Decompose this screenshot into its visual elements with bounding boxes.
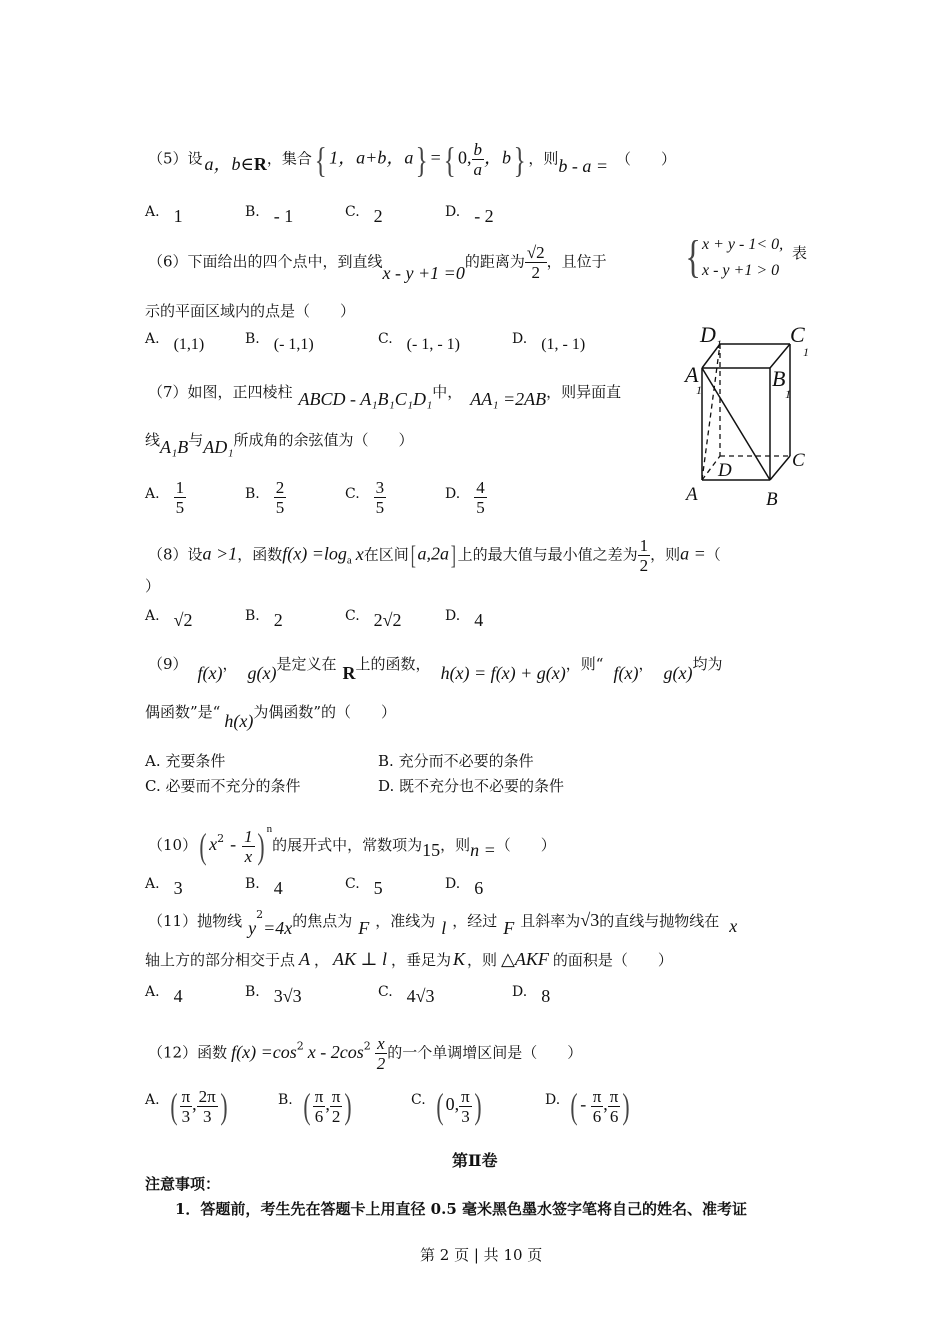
q5-brace-l2: { — [443, 139, 456, 180]
label-C1: C — [790, 322, 805, 347]
q5-paren: （ ） — [615, 149, 676, 168]
q5-brace-l: { — [314, 139, 327, 180]
q5-eq: = — [430, 147, 441, 168]
q6-tail: 表 — [792, 244, 808, 262]
q8-option-b: B. 2 — [245, 608, 283, 630]
q7-line1 — [148, 380, 622, 409]
q6-line2: 示的平面区域内的点是（ ） — [145, 302, 356, 320]
q7-line2: 线A₁B与AD₁所成角的余弦值为（ ） — [145, 431, 414, 457]
part2-item1: 1．答题前，考生先在答题卡上用直径 0.5 毫米黑色墨水签字笔将自己的姓名、准考证 — [175, 1200, 747, 1218]
q10-option-a: A. 3 — [145, 876, 183, 898]
q6-option-a: A. (1,1) — [145, 331, 205, 353]
label-B1: B — [772, 366, 786, 391]
q5-brace-r2: } — [513, 139, 526, 180]
q6-dist: 的距离为 — [464, 252, 525, 271]
q5-then: ，则 — [528, 149, 559, 168]
q10-option-c: C. 5 — [345, 876, 383, 898]
svg-text:1: 1 — [803, 345, 809, 359]
q9-option-a: A. 充要条件 — [145, 752, 226, 770]
q7-tail: ，则异面直 — [546, 383, 622, 401]
q12-option-a: A. ( $\frac{\pi}{3}$ , $\frac{2\pi}{3}$ ) — [145, 1086, 228, 1126]
q11-F: F — [358, 918, 370, 938]
q7-label: （7）如图，正四棱柱 — [148, 383, 293, 401]
svg-text:1: 1 — [696, 383, 702, 397]
q11-parab: y — [248, 918, 257, 938]
q5-label: （5）设 — [148, 149, 203, 168]
q11-line2: 轴上方的部分相交于点 A ， AK ⊥ l ，垂足为 K ，则 △AKF 的面积是（ ） — [145, 949, 673, 969]
q6-system-brace: { — [685, 231, 701, 282]
q7-seg1: A₁B — [160, 437, 189, 457]
q7-cond: AA₁ =2AB — [470, 389, 547, 409]
q6-label: （6）下面给出的四个点中，到直线 — [148, 252, 383, 271]
q9-h2: h(x) — [224, 711, 254, 731]
q5-R: R — [253, 153, 267, 174]
q9-f2: f(x) — [613, 663, 639, 683]
q6-line1 — [148, 243, 607, 282]
q8-option-a: A. √2 — [145, 608, 193, 630]
q10-option-d: D. 6 — [445, 876, 484, 898]
q5-set1: 1，a+b，a — [329, 147, 414, 168]
q9-line1: （9） f(x)， g(x)是定义在 R上的函数， h(x) = f(x) + g(x)，则“ f(x)， g(x)均为 — [148, 655, 723, 683]
q11-line1: （11）抛物线 $y^2=4x$的焦点为 F ，准线为 l ，经过 F 且斜率为√3的直线与抛物线在 x — [148, 908, 738, 938]
q12-option-d: D. ( - $\frac{\pi}{6}$ , $\frac{\pi}{6}$ ) — [545, 1086, 630, 1126]
q6-option-c: C. (- 1, - 1) — [378, 331, 460, 353]
q6-option-d: D. (1, - 1) — [512, 331, 586, 353]
q11-sqrt3: √3 — [580, 910, 600, 930]
q5-set2a: 0, — [458, 147, 472, 168]
q11-perp: AK ⊥ l — [333, 949, 387, 969]
q7-seg2: AD₁ — [203, 437, 234, 457]
q6-line-eq: x - y +1 =0 — [382, 262, 465, 283]
label-D: D — [718, 460, 732, 481]
q8-option-c: C. 2√2 — [345, 608, 402, 630]
q12-option-b: B. ( $\frac{\pi}{6}$ , $\frac{\pi}{2}$ ) — [278, 1086, 353, 1126]
q12-option-c: C. ( 0, $\frac{\pi}{3}$ ) — [411, 1086, 482, 1126]
q8-option-d: D. 4 — [445, 608, 484, 630]
label-A: A — [686, 484, 698, 505]
label-A1: A — [685, 362, 699, 387]
q12-line1: （12）函数 $f(x) =\cos^2$ x - $2\cos^2$ $\frac{x}{2}$ 的一个单调增区间是（ ） — [148, 1034, 583, 1073]
q5-option-b: B. - 1 — [245, 204, 294, 226]
q7-option-b: B. $\frac{2}{5}$ — [245, 478, 285, 517]
q9-option-b: B. 充分而不必要的条件 — [378, 752, 534, 770]
q11-l: l — [441, 918, 447, 938]
q10-frac: $\frac{1}{x}$ — [244, 826, 253, 866]
q11-option-b: B. 3√3 — [245, 984, 302, 1006]
q12-fn: f(x) =cos — [231, 1041, 297, 1062]
q5-set2b: ，b — [484, 147, 512, 168]
q5-brace-r: } — [415, 139, 429, 180]
label-D1: D — [700, 322, 716, 347]
page-footer: 第 2 页 | 共 10 页 — [420, 1246, 543, 1264]
q5-frac: $\frac{b}{a}$ — [473, 140, 483, 179]
q9-f: f(x) — [197, 663, 223, 683]
q5-option-c: C. 2 — [345, 204, 383, 226]
q5-ab: a，b∈ — [204, 153, 254, 174]
q11-option-d: D. 8 — [512, 984, 551, 1006]
part2-title: 第Ⅱ卷 — [452, 1151, 498, 1170]
q10-const: 15 — [422, 840, 441, 860]
q10-expr: n = — [470, 840, 496, 860]
q7-mid: 中， — [432, 383, 463, 401]
q9-R: R — [342, 663, 356, 683]
q9-g2: g(x) — [663, 663, 693, 683]
q10-line1: （10）( $x^2$ - $\frac{1}{x}$ ) $^n$的展开式中，常数项为15，则n =（ ） — [148, 823, 556, 866]
q8-interval: a,2a — [417, 543, 449, 564]
q11-tri: △AKF — [501, 949, 549, 969]
q5-line1 — [148, 140, 676, 179]
q5-option-a: A. 1 — [145, 204, 183, 226]
q11-option-a: A. 4 — [145, 984, 183, 1006]
q7-prism: ABCD - A₁B₁C₁D₁ — [298, 389, 433, 409]
q6-loc: ，且位于 — [546, 252, 607, 271]
q5-set-word: ，集合 — [266, 149, 312, 168]
q9-h: h(x) = f(x) + g(x) — [440, 663, 566, 683]
q6-frac: $\frac{√2}{2}$ — [526, 243, 545, 282]
label-B: B — [766, 489, 778, 510]
q6-option-b: B. (- 1,1) — [245, 331, 314, 353]
q6-sys1: x + y - 1< 0, — [702, 236, 784, 253]
q7-option-d: D. $\frac{4}{5}$ — [445, 478, 485, 517]
q5-option-d: D. - 2 — [445, 204, 494, 226]
svg-text:1: 1 — [785, 387, 791, 401]
q11-A: A — [299, 949, 311, 969]
q8-expr: a = — [680, 543, 706, 564]
q6-sys2: x - y +1 > 0 — [702, 262, 780, 279]
q10-option-b: B. 4 — [245, 876, 283, 898]
q9-option-d: D. 既不充分也不必要的条件 — [378, 777, 565, 795]
q8-cond: a >1 — [202, 543, 238, 564]
q11-K: K — [452, 949, 465, 969]
q9-line2: 偶函数”是“ h(x)为偶函数”的（ ） — [145, 703, 396, 731]
q7-option-c: C. $\frac{3}{5}$ — [345, 478, 385, 517]
q9-g: g(x) — [247, 663, 277, 683]
q8-fn: f(x) =log — [282, 543, 347, 564]
q5-expr: b - a = — [558, 155, 608, 176]
prism-figure — [682, 318, 812, 513]
q9-option-c: C. 必要而不充分的条件 — [145, 777, 301, 795]
q7-option-a: A. $\frac{1}{5}$ — [145, 478, 185, 517]
label-C: C — [792, 450, 805, 471]
svg-text:1: 1 — [716, 337, 722, 351]
q8-line2: ） — [145, 577, 161, 595]
part2-notice: 注意事项： — [145, 1175, 221, 1193]
q8-line1: （8）设a >1，函数$f(x) =\log_a$ x在区间[a,2a] 上的最大值与最小值之差为 $\frac{1}{2}$ ，则a =（ — [148, 536, 721, 575]
q10-x: x — [209, 834, 218, 854]
q11-option-c: C. 4√3 — [378, 984, 435, 1006]
